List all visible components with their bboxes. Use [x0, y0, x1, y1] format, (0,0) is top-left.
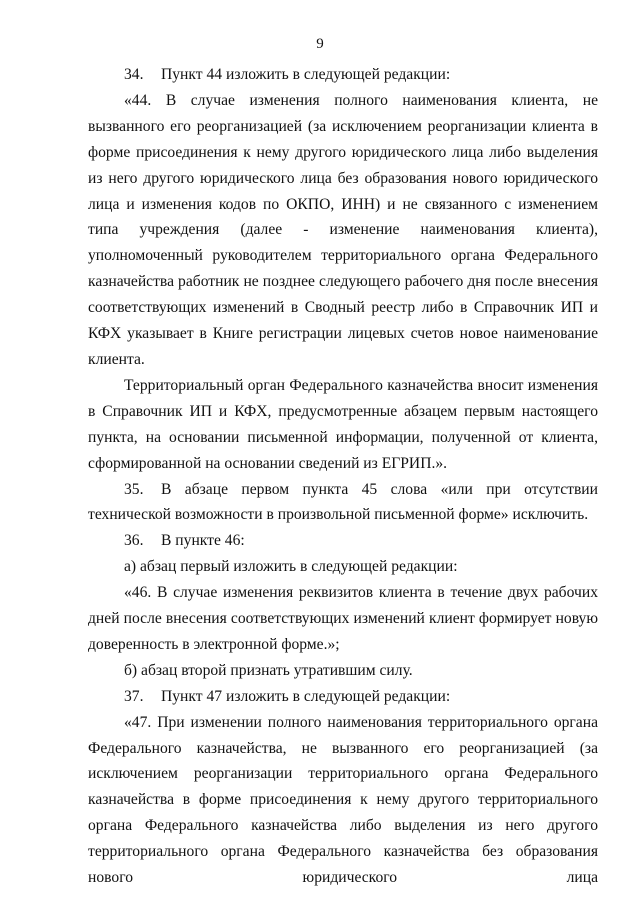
paragraph-text: В абзаце первом пункта 45 слова «или при отсутствии технической возможности в произвольной письменной форме» исключить.	[88, 480, 598, 524]
item-number: 34.	[124, 66, 144, 83]
paragraph-territorial-organ	[88, 373, 598, 477]
item-number: 37.	[124, 687, 144, 705]
item-number: 35.	[124, 480, 144, 498]
paragraph-text: В пункте 46:	[161, 532, 245, 550]
paragraph-text: «47. При изменении полного наименования территориального органа Федерального казначейства, не вызванного его реорганизацией (за исключением реорганизации территориального органа Федерального казначейства в форме присоединения к нему другого территориального органа Федерального казначейства либо выделения из него другого территориального органа Федерального казначейства без образования нового юридического лица	[88, 713, 598, 887]
paragraph-item-35	[88, 477, 598, 529]
item-number: 36.	[124, 532, 144, 550]
paragraph-text: Пункт 44 изложить в следующей редакции:	[161, 66, 451, 83]
paragraph-sub-b	[88, 658, 598, 684]
paragraph-text: «46. В случае изменения реквизитов клиента в течение двух рабочих дней после внесения соответствующих изменений клиент формирует новую доверенность в электронной форме.»;	[88, 584, 598, 653]
paragraph-item-34	[88, 62, 598, 88]
paragraph-item-36	[88, 528, 598, 554]
paragraph-text: Территориальный орган Федерального казначейства вносит изменения в Справочник ИП и КФХ, предусмотренные абзацем первым настоящего пункта, на основании письменной информации, полученной от клиента, сформированной на основании сведений из ЕГРИП.».	[88, 376, 598, 472]
paragraph-quote-46	[88, 580, 598, 658]
paragraph-quote-47	[88, 710, 598, 891]
paragraph-text: «44. В случае изменения полного наименования клиента, не вызванного его реорганизацией (за исключением реорганизации клиента в форме присоединения к нему другого юридического лица либо выделения из него другого юридического лица без образования нового юридического лица и изменения кодов по ОКПО, ИНН) и не связанного с изменением типа учреждения (далее - изменение наименования клиента), уполномоченный руководителем территориального органа Федерального казначейства работник не позднее следующего рабочего дня после внесения соответствующих изменений в Сводный реестр либо в Справочник ИП и КФХ указывает в Книге регистрации лицевых счетов новое наименование клиента.	[88, 91, 598, 368]
paragraph-text: Пункт 47 изложить в следующей редакции:	[161, 687, 451, 705]
document-body	[88, 62, 598, 891]
page-number: 9	[316, 36, 324, 52]
paragraph-text: б) абзац второй признать утратившим силу.	[124, 661, 413, 679]
paragraph-text: а) абзац первый изложить в следующей редакции:	[124, 558, 458, 576]
paragraph-quote-44	[88, 88, 598, 373]
paragraph-item-37	[88, 684, 598, 710]
paragraph-sub-a	[88, 554, 598, 580]
